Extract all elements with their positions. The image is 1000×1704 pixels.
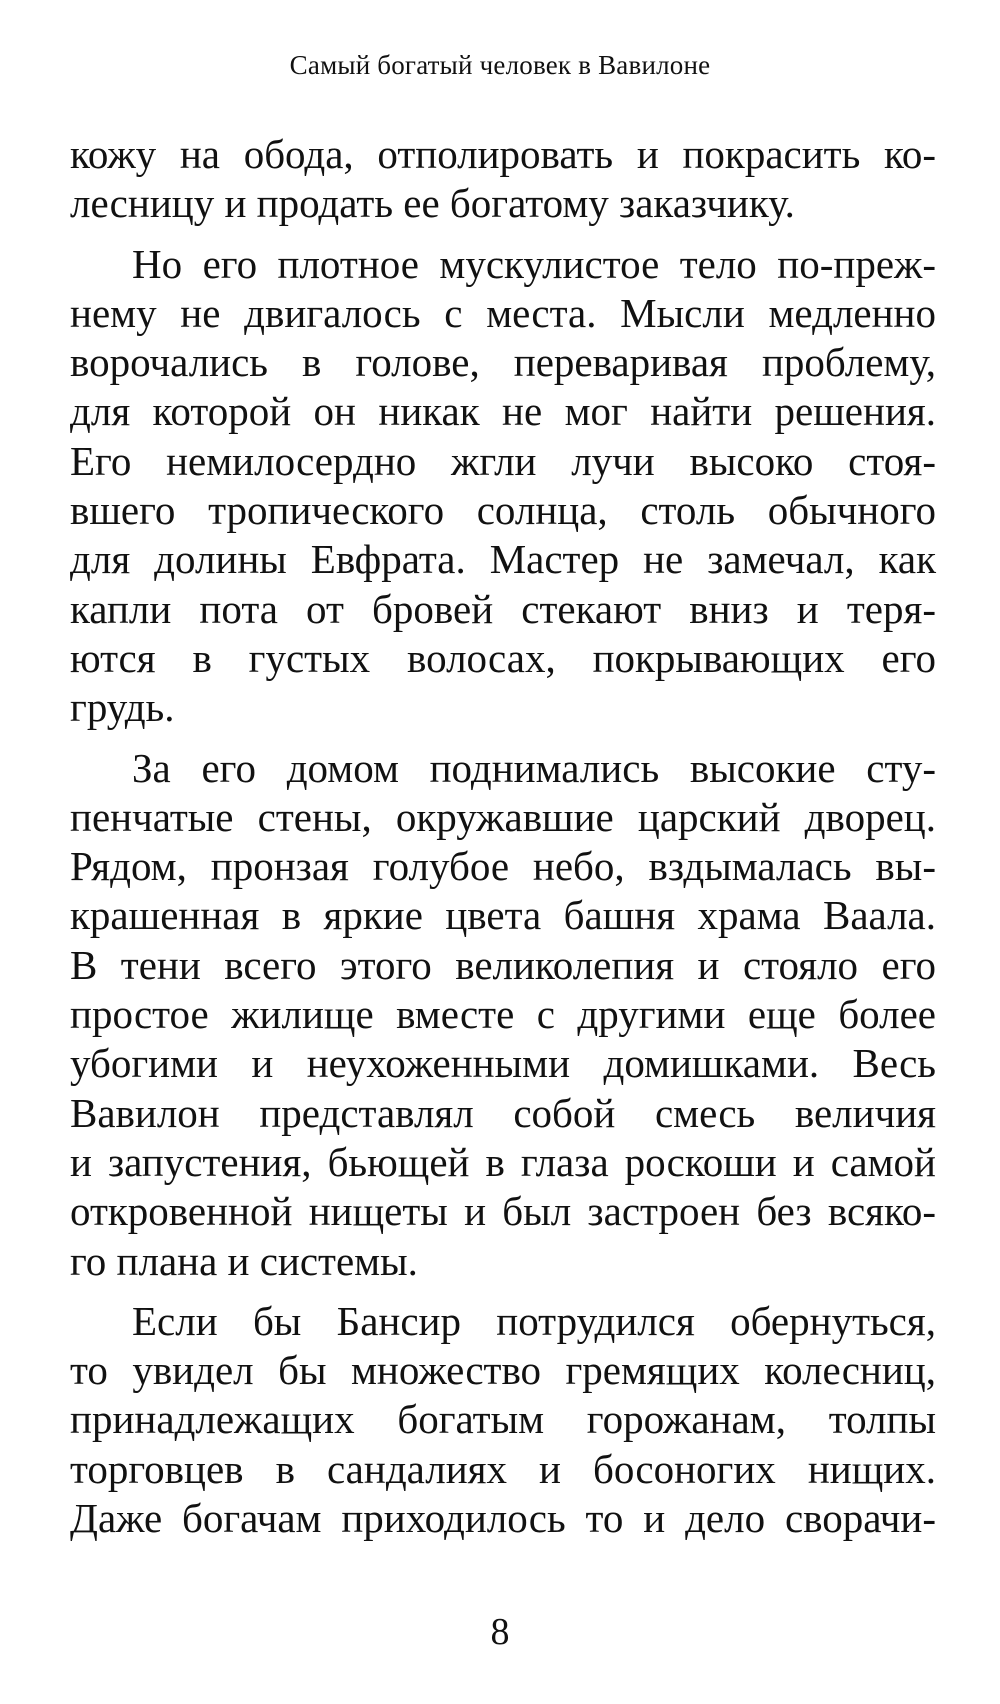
text-line: Вавилон представлял собой смесь величия xyxy=(70,1089,936,1136)
running-head: Самый богатый человек в Вавилоне xyxy=(289,50,711,80)
text-line: грудь. xyxy=(70,684,175,731)
text-line: пенчатые стены, окружавшие царский дворец. xyxy=(70,793,936,840)
text-line: убогими и неухоженными домишками. Весь xyxy=(70,1040,936,1087)
text-line: Его немилосердно жгли лучи высоко стоя- xyxy=(70,437,936,484)
text-line: принадлежащих богатым горожанам, толпы xyxy=(70,1396,936,1443)
text-line: капли пота от бровей стекают вниз и теря- xyxy=(70,585,936,632)
text-line: ются в густых волосах, покрывающих его xyxy=(70,634,936,681)
text-line: За его домом поднимались высокие сту- xyxy=(132,744,936,791)
text-line: Если бы Бансир потрудился обернуться, xyxy=(132,1297,936,1344)
text-line: го плана и системы. xyxy=(70,1237,418,1284)
text-line: нему не двигалось с места. Мысли медленно xyxy=(70,289,936,336)
text-line: торговцев в сандалиях и босоногих нищих. xyxy=(70,1445,936,1492)
page-number: 8 xyxy=(490,1611,510,1653)
paragraph xyxy=(70,130,936,229)
text-line: лесницу и продать ее богатому заказчику. xyxy=(70,180,795,227)
paragraph xyxy=(70,240,936,733)
text-line: ворочались в голове, переваривая проблему, xyxy=(70,339,936,386)
paragraph xyxy=(70,1297,936,1543)
text-line: Рядом, пронзая голубое небо, вздымалась вы- xyxy=(70,843,936,890)
text-line: откровенной нищеты и был застроен без всяко- xyxy=(70,1188,936,1235)
body-text xyxy=(70,130,936,1554)
text-line: вшего тропического солнца, столь обычного xyxy=(70,487,936,534)
text-line: В тени всего этого великолепия и стояло его xyxy=(70,941,936,988)
text-line: для которой он никак не мог найти решения. xyxy=(70,388,936,435)
paragraph xyxy=(70,744,936,1286)
text-line: простое жилище вместе с другими еще более xyxy=(70,991,936,1038)
text-line: крашенная в яркие цвета башня храма Ваала. xyxy=(70,892,936,939)
text-line: Даже богачам приходилось то и дело сворачи- xyxy=(70,1495,936,1542)
text-line: то увидел бы множество гремящих колесниц, xyxy=(70,1347,936,1394)
text-line: кожу на обода, отполировать и покрасить ко- xyxy=(70,131,936,177)
text-line: для долины Евфрата. Мастер не замечал, как xyxy=(70,536,936,583)
text-line: и запустения, бьющей в глаза роскоши и самой xyxy=(70,1138,936,1185)
text-line: Но его плотное мускулистое тело по-преж- xyxy=(132,240,936,287)
